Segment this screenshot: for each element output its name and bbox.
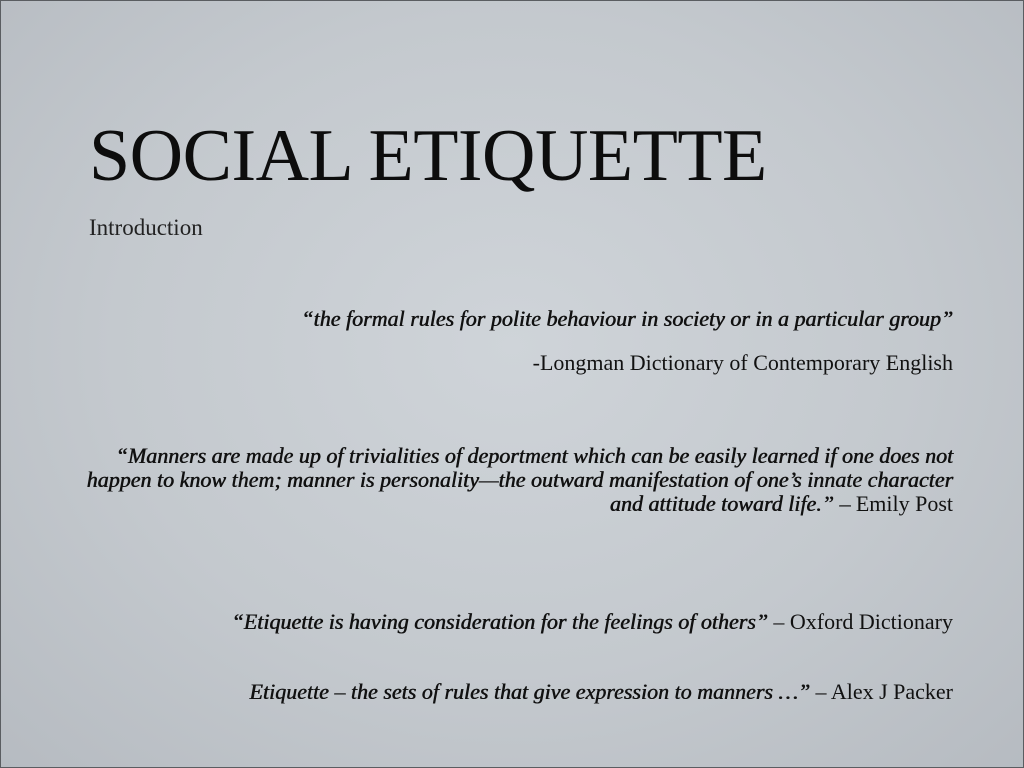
packer-block xyxy=(73,680,953,704)
emily-post-block xyxy=(73,444,953,516)
definition-source: -Longman Dictionary of Contemporary English xyxy=(532,350,953,375)
oxford-dash: – xyxy=(773,609,785,634)
oxford-block xyxy=(73,610,953,634)
definition-block xyxy=(73,307,953,331)
emily-post-quote: “Manners are made up of trivialities of deportment which can be easily learned if one does not happen to know them; manner is personality—the outward manifestation of one’s innate character and attitude toward life.” – xyxy=(86,443,953,516)
packer-quote: Etiquette – the sets of rules that give expression to manners …” xyxy=(249,679,811,704)
packer-dash: – xyxy=(815,679,827,704)
slide-title: SOCIAL ETIQUETTE xyxy=(89,115,767,197)
definition-source-block xyxy=(73,351,953,375)
emily-post-attribution: Emily Post xyxy=(855,491,953,516)
oxford-attribution: Oxford Dictionary xyxy=(789,609,953,634)
definition-quote: “the formal rules for polite behaviour in society or in a particular group” xyxy=(301,306,953,331)
packer-attribution: Alex J Packer xyxy=(830,679,953,704)
slide-subtitle: Introduction xyxy=(89,215,203,240)
oxford-quote: “Etiquette is having consideration for the feelings of others” xyxy=(231,609,768,634)
